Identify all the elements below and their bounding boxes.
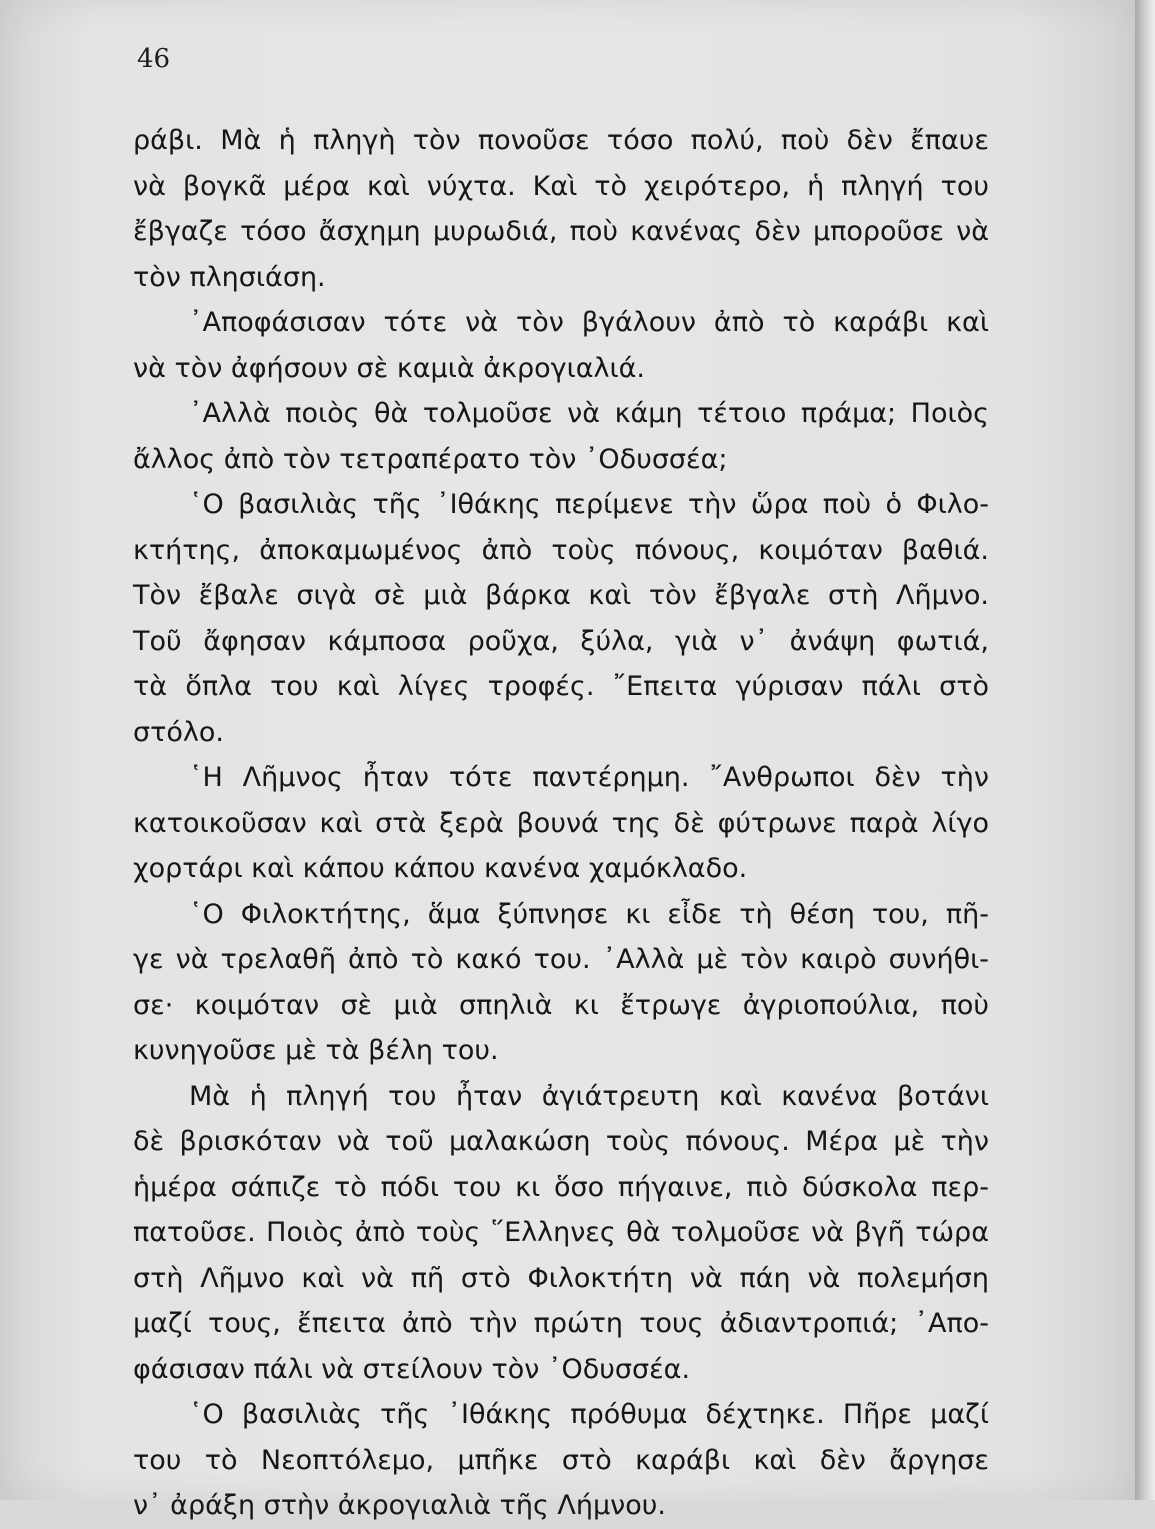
text-line: κυνηγοῦσε μὲ τὰ βέλη του. <box>133 1035 499 1066</box>
text-line: Μὰ ἡ πληγή του ἦταν ἀγιάτρευτη καὶ κανένα βοτάνι <box>189 1080 989 1112</box>
text-line: ᾿Αποφάσισαν τότε νὰ τὸν βγάλουν ἀπὸ τὸ καράβι καὶ <box>189 307 989 338</box>
paragraph <box>133 892 989 1074</box>
text-body <box>133 118 989 1529</box>
text-line: ῾Ο βασιλιὰς τῆς ᾿Ιθάκης περίμενε τὴν ὥρα ποὺ ὁ Φιλο- <box>189 489 989 520</box>
paragraph <box>133 482 989 755</box>
paragraph <box>133 1074 989 1393</box>
text-line: πατοῦσε. Ποιὸς ἀπὸ τοὺς ῞Ελληνες θὰ τολμοῦσε νὰ βγῆ τώρα <box>133 1217 989 1248</box>
paragraph <box>133 755 989 892</box>
text-line: μαζί τους, ἔπειτα ἀπὸ τὴν πρώτη τους ἀδιαντροπιά; ᾿Απο- <box>133 1308 989 1339</box>
text-line: ῾Ο Φιλοκτήτης, ἅμα ξύπνησε κι εἶδε τὴ θέση του, πῆ- <box>189 898 989 930</box>
text-line: γε νὰ τρελαθῆ ἀπὸ τὸ κακό του. ᾿Αλλὰ μὲ τὸν καιρὸ συνήθι- <box>133 944 989 975</box>
page-number: 46 <box>137 44 171 74</box>
text-line: στὴ Λῆμνο καὶ νὰ πῆ στὸ Φιλοκτήτη νὰ πάη νὰ πολεμήση <box>133 1262 989 1294</box>
text-line: ᾿Αλλὰ ποιὸς θὰ τολμοῦσε νὰ κάμη τέτοιο πράμα; Ποιὸς <box>189 398 989 429</box>
paragraph <box>133 118 989 300</box>
page-edge <box>1135 0 1155 1500</box>
text-line: νὰ βογκᾶ μέρα καὶ νύχτα. Καὶ τὸ χειρότερο, ἡ πληγή του <box>133 170 989 202</box>
text-line: νὰ τὸν ἀφήσουν σὲ καμιὰ ἀκρογιαλιά. <box>133 352 646 384</box>
text-line: δὲ βρισκόταν νὰ τοῦ μαλακώση τοὺς πόνους. Μέρα μὲ τὴν <box>133 1126 989 1157</box>
text-line: φάσισαν πάλι νὰ στείλουν τὸν ᾿Οδυσσέα. <box>133 1353 691 1385</box>
text-line: κατοικοῦσαν καὶ στὰ ξερὰ βουνά της δὲ φύτρωνε παρὰ λίγο <box>133 807 989 839</box>
text-line: του τὸ Νεοπτόλεμο, μπῆκε στὸ καράβι καὶ δὲν ἄργησε <box>133 1444 989 1476</box>
text-line: ἔβγαζε τόσο ἄσχημη μυρωδιά, ποὺ κανένας δὲν μποροῦσε νὰ <box>133 216 989 247</box>
text-line: ῾Η Λῆμνος ἦταν τότε παντέρημη. ῎Ανθρωποι δὲν τὴν <box>189 762 989 793</box>
text-line: τὰ ὅπλα του καὶ λίγες τροφές. ῎Επειτα γύρισαν πάλι στὸ <box>133 671 989 702</box>
paragraph <box>133 300 989 391</box>
text-line: ῾Ο βασιλιὰς τῆς ᾿Ιθάκης πρόθυμα δέχτηκε. Πῆρε μαζί <box>189 1399 989 1430</box>
text-line: ἄλλος ἀπὸ τὸν τετραπέρατο τὸν ᾿Οδυσσέα; <box>133 443 728 475</box>
text-line: κτήτης, ἀποκαμωμένος ἀπὸ τοὺς πόνους, κοιμόταν βαθιά. <box>133 534 989 566</box>
text-line: σε· κοιμόταν σὲ μιὰ σπηλιὰ κι ἔτρωγε ἀγριοπούλια, ποὺ <box>133 989 989 1021</box>
text-line: Τοῦ ἄφησαν κάμποσα ροῦχα, ξύλα, γιὰ ν᾿ ἀνάψη φωτιά, <box>133 625 989 657</box>
text-line: Τὸν ἔβαλε σιγὰ σὲ μιὰ βάρκα καὶ τὸν ἔβγαλε στὴ Λῆμνο. <box>133 580 989 611</box>
text-line: στόλο. <box>133 716 224 748</box>
text-line: ἡμέρα σάπιζε τὸ πόδι του κι ὅσο πήγαινε, πιὸ δύσκολα περ- <box>133 1171 989 1203</box>
text-line: ράβι. Μὰ ἡ πληγὴ τὸν πονοῦσε τόσο πολύ, ποὺ δὲν ἔπαυε <box>133 125 989 156</box>
paragraph <box>133 1392 989 1529</box>
text-line: χορτάρι καὶ κάπου κάπου κανένα χαμόκλαδο. <box>133 853 748 884</box>
text-line: ν᾿ ἀράξη στὴν ἀκρογιαλιὰ τῆς Λήμνου. <box>133 1490 666 1521</box>
paragraph <box>133 391 989 482</box>
text-line: τὸν πλησιάση. <box>133 261 326 293</box>
